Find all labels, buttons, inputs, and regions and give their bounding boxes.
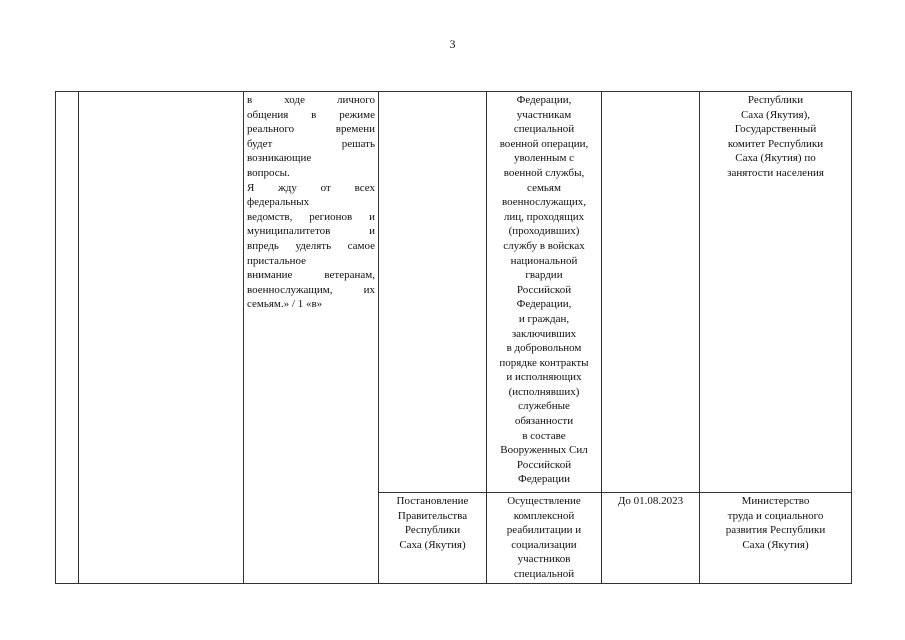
- category-cell: [487, 92, 602, 493]
- quote-line: семьям.» / 1 «в»: [247, 298, 323, 311]
- category-line: Российской: [516, 458, 572, 471]
- category-line: Российской: [516, 283, 572, 296]
- quote-line: Я жду от всех: [247, 181, 375, 194]
- document-line: Правительства: [397, 509, 468, 522]
- measure-line: специальной: [513, 567, 575, 580]
- quote-text: [247, 93, 375, 312]
- quote-line: федеральных: [247, 196, 310, 209]
- category-line: службу в войсках: [503, 239, 585, 252]
- responsible-top-line: занятости населения: [727, 166, 824, 179]
- category-line: военной операции,: [499, 137, 589, 150]
- document-line: Республики: [404, 524, 461, 537]
- category-text: [490, 93, 598, 487]
- quote-line: в ходе личного: [247, 94, 375, 106]
- responsible-bottom-line: Министерство: [741, 495, 810, 507]
- category-line: семьям: [527, 181, 561, 194]
- deadline-cell: [602, 493, 700, 584]
- category-line: в составе: [522, 429, 566, 442]
- quote-line: будет решать: [247, 137, 375, 150]
- responsible-bottom-line: развития Республики: [725, 524, 826, 537]
- category-line: участникам: [516, 108, 572, 121]
- category-line: (проходивших): [508, 225, 580, 238]
- category-line: военной службы,: [503, 166, 585, 179]
- document-line: Постановление: [396, 495, 469, 507]
- category-line: Федерации: [518, 473, 570, 486]
- responsible-top-line: Саха (Якутия) по: [735, 152, 816, 165]
- category-line: Федерации,: [516, 94, 572, 106]
- measure-line: комплексной: [513, 509, 575, 522]
- measure-name-cell: [79, 92, 244, 584]
- responsible-bottom-line: труда и социального: [727, 509, 824, 522]
- responsible-bottom-line: Саха (Якутия): [742, 538, 809, 551]
- category-line: национальной: [510, 254, 578, 267]
- document-text: [382, 494, 483, 552]
- category-line: порядке контракты: [499, 356, 589, 369]
- quote-line: общения в режиме: [247, 108, 375, 121]
- responsible-top-line: Государственный: [734, 123, 817, 136]
- quote-line: реального времени: [247, 123, 375, 136]
- deadline-cell-top: [602, 92, 700, 493]
- category-line: в добровольном: [506, 342, 582, 355]
- number-cell: [56, 92, 79, 584]
- table-row-continuation: [56, 92, 852, 493]
- category-line: Вооруженных Сил: [500, 444, 588, 457]
- measure-text: [490, 494, 598, 582]
- quote-line: вопросы.: [247, 166, 290, 179]
- document-cell-top: [379, 92, 487, 493]
- quote-line: военнослужащим, их: [247, 283, 375, 296]
- responsible-text-bottom: [703, 494, 848, 552]
- category-line: служебные: [518, 400, 570, 413]
- quote-line: пристальное: [247, 254, 306, 267]
- responsible-top-line: Саха (Якутия),: [740, 108, 811, 121]
- responsible-top-line: комитет Республики: [727, 137, 824, 150]
- quote-line: ведомств, регионов и: [247, 210, 375, 223]
- measures-table: [55, 91, 852, 584]
- category-line: военнослужащих,: [502, 196, 586, 209]
- category-line: специальной: [513, 123, 575, 136]
- category-line: и граждан,: [518, 312, 570, 325]
- document-cell: [379, 493, 487, 584]
- measure-line: Осуществление: [507, 495, 581, 507]
- quote-line: впредь уделять самое: [247, 239, 375, 252]
- page-number: 3: [449, 37, 456, 51]
- quote-line: муниципалитетов и: [247, 225, 375, 238]
- document-line: Саха (Якутия): [399, 538, 466, 551]
- responsible-cell-top: [700, 92, 852, 493]
- category-line: и исполняющих: [506, 371, 582, 384]
- category-line: уволенным с: [513, 152, 575, 165]
- quote-line: возникающие: [247, 152, 312, 165]
- category-line: обязанности: [514, 415, 574, 428]
- responsible-text-top: [703, 93, 848, 181]
- measure-line: реабилитации и: [506, 524, 582, 537]
- category-line: гвардии: [525, 269, 563, 282]
- category-line: заключивших: [511, 327, 577, 340]
- category-line: лиц, проходящих: [503, 210, 585, 223]
- responsible-top-line: Республики: [747, 94, 804, 106]
- category-line: Федерации,: [516, 298, 572, 311]
- responsible-cell-bottom: [700, 493, 852, 584]
- quote-line: внимание ветеранам,: [247, 269, 375, 282]
- measure-line: участников: [517, 553, 571, 566]
- category-line: (исполнявших): [508, 385, 580, 398]
- measure-line: социализации: [511, 538, 577, 551]
- deadline-text: До 01.08.2023: [617, 495, 684, 507]
- measure-cell: [487, 493, 602, 584]
- quote-cell: [244, 92, 379, 584]
